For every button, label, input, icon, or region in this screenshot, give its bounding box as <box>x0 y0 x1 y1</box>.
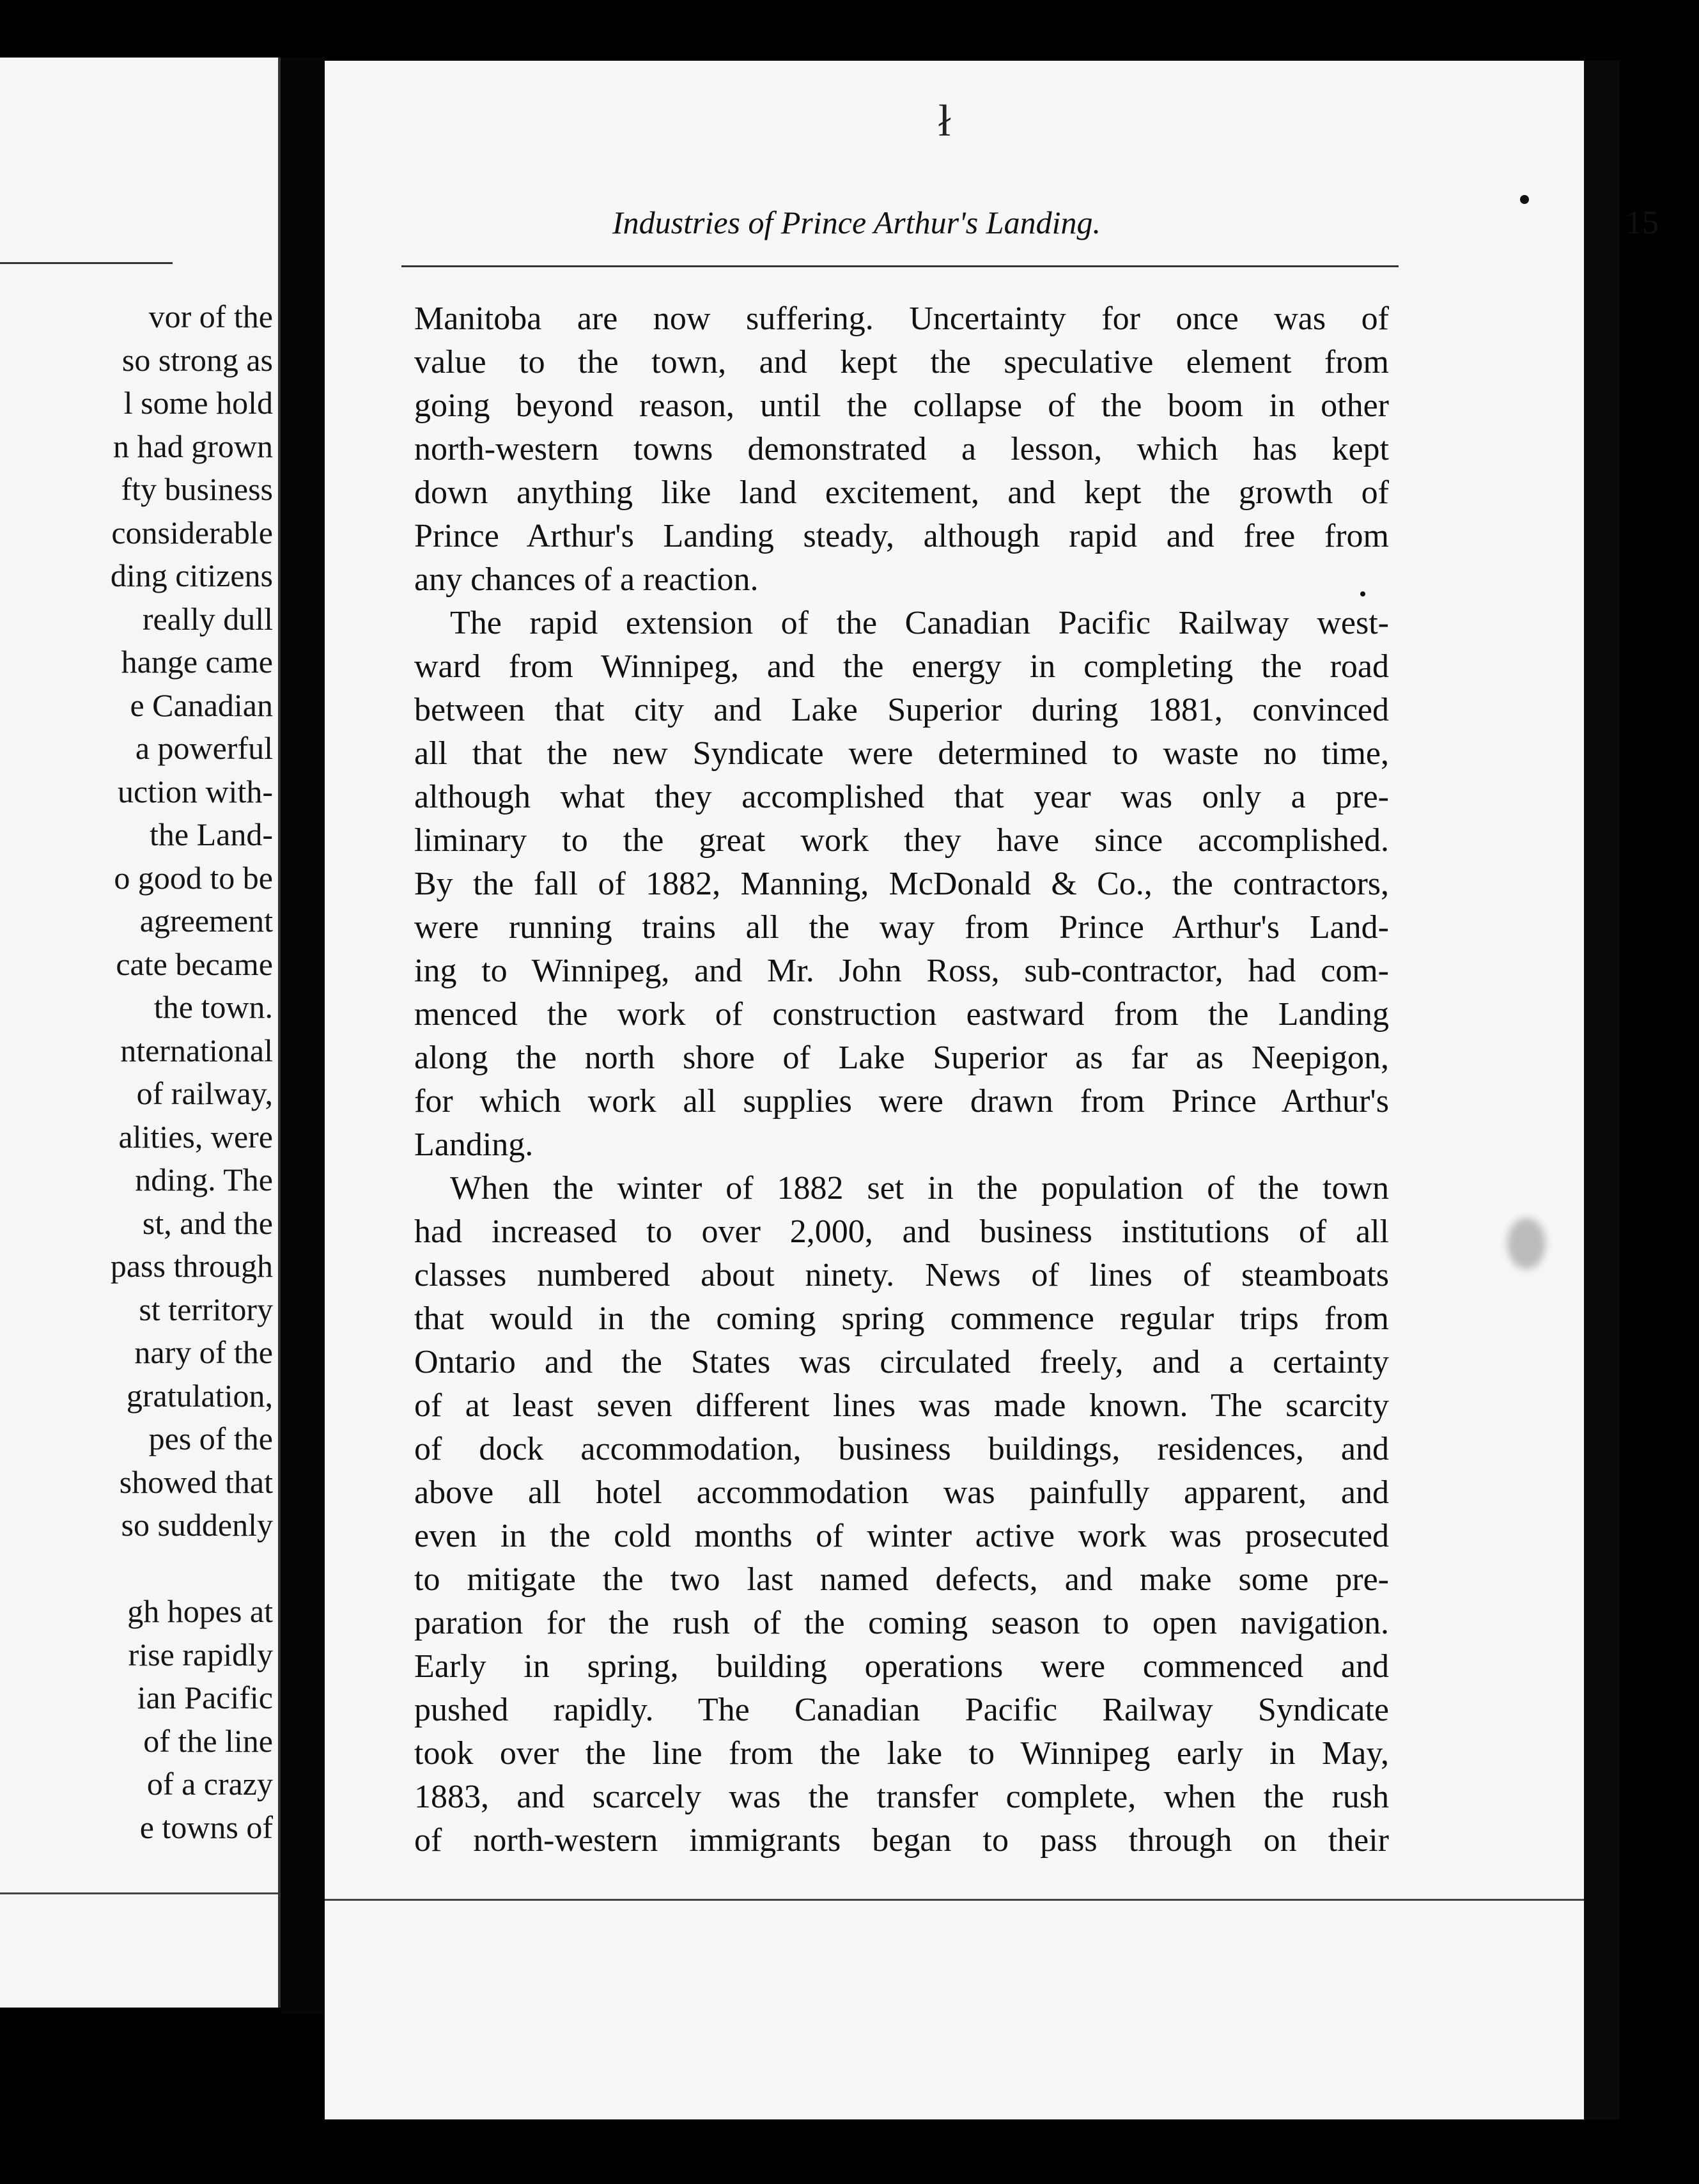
left-text-line: a powerful <box>135 730 273 766</box>
header-rule <box>401 265 1399 267</box>
left-text-line: so suddenly <box>121 1507 273 1543</box>
text-line: all that the new Syndicate were determined to waste no time, <box>414 735 1389 772</box>
text-line: classes numbered about ninety. News of lines of steamboats <box>414 1257 1389 1293</box>
left-text-line: o good to be <box>114 859 273 896</box>
text-line: By the fall of 1882, Manning, McDonald & Co., the contractors, <box>414 866 1389 902</box>
left-text-line: n had grown <box>113 428 273 464</box>
left-text-line: e Canadian <box>130 687 273 723</box>
left-text-line: uction with- <box>117 773 273 809</box>
text-line: along the north shore of Lake Superior as far as Neepigon, <box>414 1040 1389 1076</box>
left-text-line: pes of the <box>148 1421 273 1456</box>
text-line: for which work all supplies were drawn from Prince Arthur's <box>414 1083 1389 1119</box>
left-text-line: the Land- <box>150 816 273 852</box>
left-text-line: e towns of <box>139 1809 273 1845</box>
left-text-line: hange came <box>121 644 273 680</box>
text-line: pushed rapidly. The Canadian Pacific Railway Syndicate <box>414 1692 1389 1728</box>
body-text <box>414 297 1389 1862</box>
text-line: Ontario and the States was circulated freely, and a certainty <box>414 1344 1389 1380</box>
text-line: The rapid extension of the Canadian Pacific Railway west- <box>450 605 1389 641</box>
left-text-line: ian Pacific <box>137 1680 273 1715</box>
text-line: any chances of a reaction. <box>414 561 759 598</box>
text-line: although what they accomplished that year was only a pre- <box>414 779 1389 815</box>
text-line: north-western towns demonstrated a lesson, which has kept <box>414 431 1389 467</box>
text-line: value to the town, and kept the speculative element from <box>414 344 1389 380</box>
text-line: between that city and Lake Superior during 1881, convinced <box>414 692 1389 728</box>
running-head-title: Industries of Prince Arthur's Landing. <box>612 205 1101 240</box>
text-line: Prince Arthur's Landing steady, although rapid and free from <box>414 518 1389 554</box>
left-text-line: the town. <box>153 989 273 1025</box>
left-text-line: st, and the <box>142 1205 273 1241</box>
left-page <box>0 58 281 2008</box>
text-line: even in the cold months of winter active work was prosecuted <box>414 1518 1389 1554</box>
left-text-line: of a crazy <box>146 1766 273 1802</box>
left-text-line: vor of the <box>148 299 273 334</box>
text-line: going beyond reason, until the collapse of the boom in other <box>414 387 1389 424</box>
text-line: of dock accommodation, business buildings, residences, and <box>414 1431 1389 1467</box>
text-line: paration for the rush of the coming season to open navigation. <box>414 1605 1389 1641</box>
left-text-line: alities, were <box>118 1118 273 1155</box>
left-text-line: l some hold <box>123 385 273 421</box>
text-line: took over the line from the lake to Winnipeg early in May, <box>414 1735 1389 1772</box>
text-line: to mitigate the two last named defects, and make some pre- <box>414 1561 1389 1598</box>
left-text-line: agreement <box>139 903 273 939</box>
text-line: Landing. <box>414 1127 534 1163</box>
left-text-line: pass through <box>110 1248 273 1284</box>
left-text-line: considerable <box>111 514 273 550</box>
left-text-line: ding citizens <box>110 558 273 593</box>
left-text-line: gratulation, <box>126 1377 273 1414</box>
top-mark: ł <box>938 97 951 146</box>
text-line: that would in the coming spring commence regular trips from <box>414 1300 1389 1337</box>
right-page <box>325 61 1659 2119</box>
text-line: were running trains all the way from Prince Arthur's Land- <box>414 909 1389 946</box>
ink-smudge <box>1507 1218 1546 1269</box>
left-text-line: gh hopes at <box>127 1593 273 1629</box>
bottom-rule <box>325 1899 1584 1901</box>
text-line: down anything like land excitement, and kept the growth of <box>414 474 1389 511</box>
left-bottom-rule <box>0 1892 278 1894</box>
text-line: above all hotel accommodation was painfully apparent, and <box>414 1474 1389 1511</box>
ink-speck <box>1520 195 1529 204</box>
text-line: menced the work of construction eastward from the Landing <box>414 996 1389 1033</box>
left-text-line: really dull <box>142 600 273 637</box>
text-line: When the winter of 1882 set in the population of the town <box>450 1170 1389 1206</box>
ink-speck <box>1360 591 1365 597</box>
text-line: liminary to the great work they have since accomplished. <box>414 822 1389 859</box>
text-line: ing to Winnipeg, and Mr. John Ross, sub-contractor, had com- <box>414 953 1389 989</box>
left-text-line: fty business <box>121 471 273 507</box>
text-line: 1883, and scarcely was the transfer complete, when the rush <box>414 1779 1389 1815</box>
left-text-line: so strong as <box>121 341 273 378</box>
left-text-line: cate became <box>116 946 273 982</box>
left-header-rule <box>0 262 173 264</box>
left-text-line: nding. The <box>135 1162 273 1197</box>
left-text-line: st territory <box>139 1291 273 1327</box>
text-line: had increased to over 2,000, and business institutions of all <box>414 1213 1389 1250</box>
text-line: Early in spring, building operations were commenced and <box>414 1648 1389 1685</box>
left-text-line: nary of the <box>134 1334 273 1370</box>
left-text-line: of railway, <box>136 1075 273 1111</box>
page-number: 15 <box>1625 205 1659 241</box>
right-page-edge <box>1584 61 1620 2119</box>
text-line: ward from Winnipeg, and the energy in completing the road <box>414 648 1389 685</box>
left-text-line: rise rapidly <box>128 1636 273 1673</box>
left-text-line: showed that <box>119 1463 273 1500</box>
left-text-line: of the line <box>143 1722 273 1759</box>
text-line: of north-western immigrants began to pass through on their <box>414 1822 1389 1859</box>
text-line: of at least seven different lines was made known. The scarcity <box>414 1387 1389 1424</box>
left-text-line: nternational <box>120 1032 273 1068</box>
text-line: Manitoba are now suffering. Uncertainty for once was of <box>414 300 1389 337</box>
book-gutter <box>281 58 325 2014</box>
